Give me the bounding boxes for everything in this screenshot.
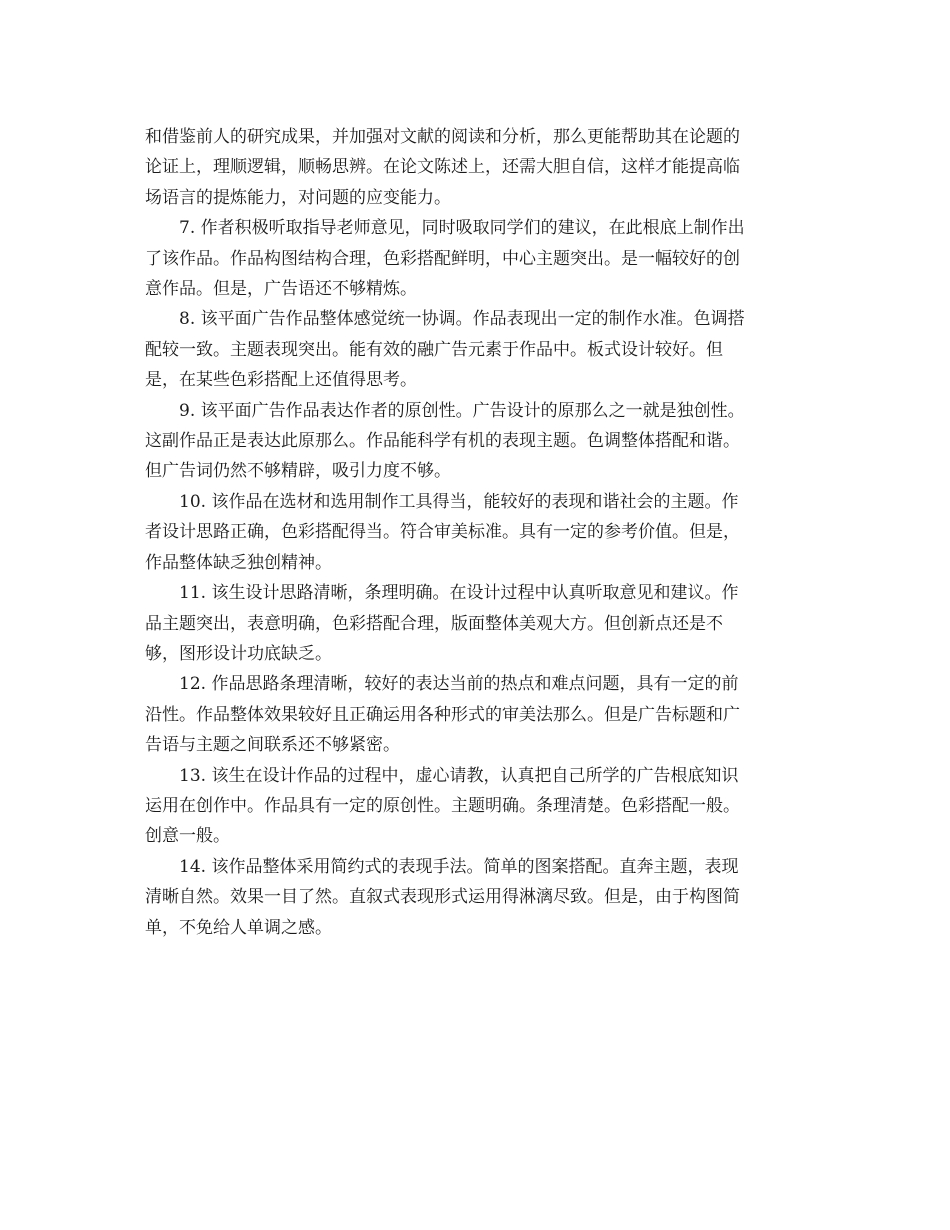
paragraph-comment-10: 10. 该作品在选材和选用制作工具得当，能较好的表现和谐社会的主题。作 者设计思路正确，色彩搭配得当。符合审美标准。具有一定的参考价值。但是， 作品整体缺乏独创精神。 <box>145 491 740 573</box>
paragraph-continuation: 和借鉴前人的研究成果，并加强对文献的阅读和分析，那么更能帮助其在论题的 论证上，理顺逻辑，顺畅思辨。在论文陈述上，还需大胆自信，这样才能提高临 场语言的提炼能力，对问题的应变能力。 <box>145 127 740 208</box>
document-page <box>145 122 813 943</box>
paragraph-comment-7: 7. 作者积极听取指导老师意见，同时吸取同学们的建议，在此根底上制作出 了该作品。作品构图结构合理，色彩搭配鲜明，中心主题突出。是一幅较好的创 意作品。但是，广告语还不够精炼。 <box>145 218 745 300</box>
paragraph-comment-12: 12. 作品思路条理清晰，较好的表达当前的热点和难点问题，具有一定的前 沿性。作品整体效果较好且正确运用各种形式的审美法那么。但是广告标题和广 告语与主题之间联系还不够紧密。 <box>145 674 740 756</box>
paragraph-comment-8: 8. 该平面广告作品整体感觉统一协调。作品表现出一定的制作水准。色调搭 配较一致。主题表现突出。能有效的融广告元素于作品中。板式设计较好。但 是，在某些色彩搭配上还值得思考。 <box>145 309 745 391</box>
paragraph-comment-14: 14. 该作品整体采用简约式的表现手法。简单的图案搭配。直奔主题，表现 清晰自然。效果一目了然。直叙式表现形式运用得淋漓尽致。但是，由于构图简 单，不免给人单调之感。 <box>145 856 740 938</box>
paragraph-comment-9: 9. 该平面广告作品表达作者的原创性。广告设计的原那么之一就是独创性。 这副作品正是表达此原那么。作品能科学有机的表现主题。色调整体搭配和谐。 但广告词仍然不够精辟，吸引力度不够。 <box>145 400 745 482</box>
paragraph-comment-13: 13. 该生在设计作品的过程中，虚心请教，认真把自己所学的广告根底知识 运用在创作中。作品具有一定的原创性。主题明确。条理清楚。色彩搭配一般。 创意一般。 <box>145 765 740 847</box>
paragraph-comment-11: 11. 该生设计思路清晰，条理明确。在设计过程中认真听取意见和建议。作 品主题突出，表意明确，色彩搭配合理，版面整体美观大方。但创新点还是不 够，图形设计功底缺乏。 <box>145 583 739 664</box>
